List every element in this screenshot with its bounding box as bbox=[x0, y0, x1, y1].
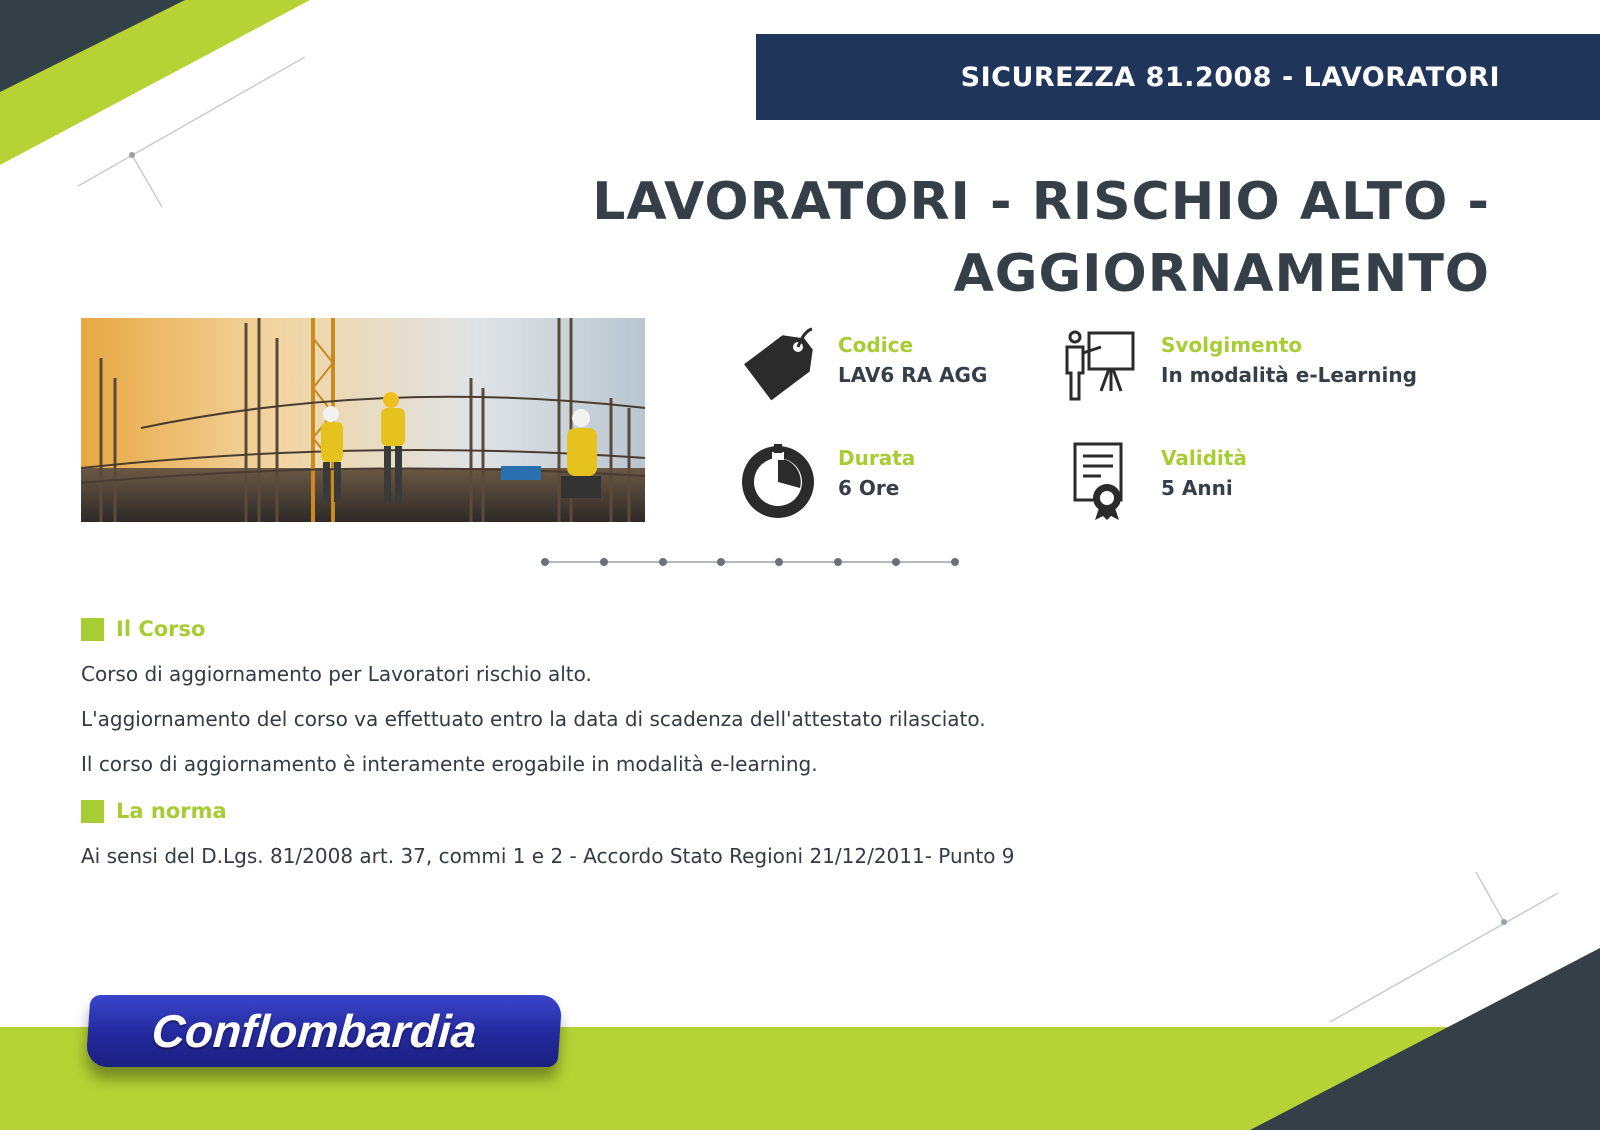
section-heading-corso-text: Il Corso bbox=[116, 617, 206, 641]
codice-value: LAV6 RA AGG bbox=[838, 363, 988, 387]
section-heading-norma-text: La norma bbox=[116, 799, 227, 823]
durata-label: Durata bbox=[838, 446, 916, 470]
course-title-line-1: LAVORATORI - RISCHIO ALTO - bbox=[592, 172, 1490, 232]
section-bullet bbox=[81, 800, 104, 823]
stopwatch-icon bbox=[738, 440, 818, 520]
presentation-teacher-icon bbox=[1061, 327, 1141, 407]
conflombardia-logo bbox=[85, 995, 562, 1067]
certificate-icon bbox=[1061, 440, 1141, 520]
section-heading-corso bbox=[81, 617, 205, 641]
codice-label: Codice bbox=[838, 333, 914, 357]
category-banner bbox=[756, 34, 1600, 120]
corso-paragraph-1: Corso di aggiornamento per Lavoratori rischio alto. bbox=[81, 662, 592, 686]
course-title-line-2: AGGIORNAMENTO bbox=[953, 244, 1490, 304]
logo-text: Conflombardia bbox=[150, 1005, 479, 1057]
validita-value: 5 Anni bbox=[1161, 476, 1233, 500]
svolgimento-label: Svolgimento bbox=[1161, 333, 1303, 357]
dotted-separator bbox=[540, 556, 960, 568]
section-heading-norma bbox=[81, 799, 227, 823]
validita-label: Validità bbox=[1161, 446, 1247, 470]
corso-paragraph-3: Il corso di aggiornamento è interamente erogabile in modalità e-learning. bbox=[81, 752, 818, 776]
construction-workers-photo bbox=[81, 318, 645, 522]
section-bullet bbox=[81, 618, 104, 641]
svolgimento-value: In modalità e-Learning bbox=[1161, 363, 1417, 387]
course-title bbox=[590, 166, 1490, 310]
norma-paragraph-1: Ai sensi del D.Lgs. 81/2008 art. 37, commi 1 e 2 - Accordo Stato Regioni 21/12/2011- Punto 9 bbox=[81, 844, 1015, 868]
price-tag-icon bbox=[738, 327, 818, 407]
durata-value: 6 Ore bbox=[838, 476, 900, 500]
category-banner-text: SICUREZZA 81.2008 - LAVORATORI bbox=[960, 61, 1500, 93]
corso-paragraph-2: L'aggiornamento del corso va effettuato entro la data di scadenza dell'attestato rilasciato. bbox=[81, 707, 986, 731]
